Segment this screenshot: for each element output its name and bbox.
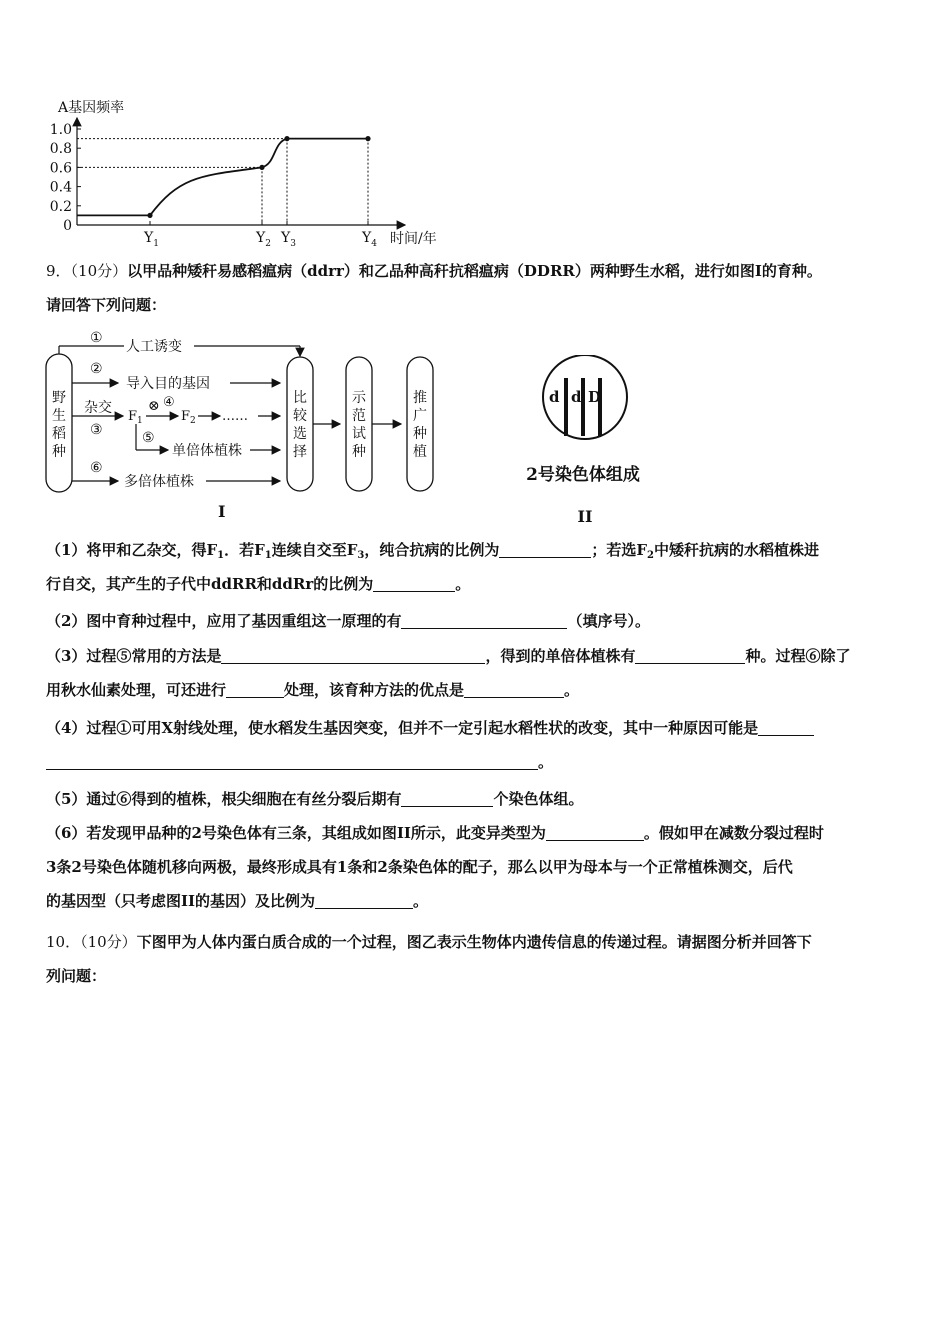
x-tick-label: $Y_1$ [144, 230, 159, 249]
y-tick-label: 0.4 [49, 179, 72, 196]
f2-label: $F_2$ [181, 409, 196, 426]
figure-2-caption: II [577, 507, 593, 526]
answer-blank[interactable] [221, 648, 485, 664]
figure-2-title: 2号染色体组成 [526, 465, 640, 485]
answer-blank[interactable] [758, 720, 814, 736]
wild-rice-label: 野生稻种 [52, 390, 66, 460]
circle-1: ① [90, 330, 103, 346]
y-tick-label: 0.8 [49, 141, 72, 158]
x-axis-label: 时间/年 [390, 231, 437, 247]
data-point [259, 165, 264, 170]
label-1: 人工诱变 [126, 339, 182, 355]
circle-4: ④ [163, 395, 175, 410]
q10-number: 10． [46, 933, 81, 951]
answer-blank[interactable] [546, 825, 644, 841]
circle-3: ③ [90, 422, 103, 438]
x-tick-label: $Y_3$ [281, 230, 296, 249]
q9-part-4: （4）过程①可用X射线处理，使水稻发生基因突变，但并不一定引起水稻性状的改变，其中一种原因可能是 。 [46, 711, 906, 779]
q9-stem [46, 254, 906, 322]
data-point [147, 213, 152, 218]
data-point [365, 136, 370, 141]
gene-frequency-chart [0, 90, 470, 250]
answer-blank[interactable] [401, 613, 567, 629]
y-tick-label: 0 [63, 218, 72, 234]
x-tick-label: $Y_2$ [256, 230, 271, 249]
circle-6: ⑥ [90, 460, 103, 476]
answer-blank[interactable] [401, 791, 493, 807]
promote-plant-label: 推广种植 [413, 390, 427, 460]
q10-stem-line2: 列问题： [46, 967, 107, 985]
circle-5: ⑤ [142, 430, 155, 446]
figure-1-caption: I [218, 502, 226, 521]
data-point [284, 136, 289, 141]
q9-part-2: （2）图中育种过程中，应用了基因重组这一原理的有 （填序号）。 [46, 612, 650, 630]
q9-stem-line1: 以甲品种矮秆易感稻瘟病（ddrr）和乙品种高秆抗稻瘟病（DDRR）两种野生水稻，进行如图I的育种。 [127, 262, 822, 280]
demo-trial-label: 示范试种 [352, 390, 366, 460]
y-tick-label: 0.2 [49, 198, 72, 215]
compare-select-label: 比较选择 [293, 390, 307, 460]
q10-score: （10分） [80, 933, 137, 951]
demo-trial-box [346, 357, 372, 491]
gene-2: d [571, 388, 582, 406]
answer-blank[interactable] [464, 682, 564, 698]
answer-blank[interactable] [226, 682, 284, 698]
answer-blank[interactable] [373, 576, 455, 592]
answer-blank[interactable] [499, 542, 591, 558]
answer-blank[interactable] [315, 893, 413, 909]
y-tick-label: 1.0 [49, 122, 72, 138]
q9-score: （10分） [70, 262, 128, 280]
q9-stem-line2: 请回答下列问题： [46, 296, 167, 314]
breeding-diagram-figure-1 [0, 325, 460, 525]
q9-part-3: （3）过程⑤常用的方法是 ，得到的单倍体植株有 种。过程⑥除了 用秋水仙素处理，可还进行 处理，该育种方法的优点是 。 [46, 647, 851, 699]
q10-stem [46, 925, 906, 993]
q9-number: 9． [46, 262, 71, 280]
selfing-symbol: ⊗ [148, 398, 160, 414]
q9-part-1: （1）将甲和乙杂交，得$F_1$．若$F_1$连续自交至$F_3$，纯合抗病的比例为 ；若选$F_2$中矮秆抗病的水稻植株进 行自交，其产生的子代中ddRR和ddRr的比例为 。 [46, 541, 819, 593]
q9-part-5: （5）通过⑥得到的植株，根尖细胞在有丝分裂后期有 个染色体组。 [46, 790, 584, 808]
y-axis-label: A基因频率 [58, 100, 125, 116]
label-3: 杂交 [84, 400, 112, 416]
y-tick-label: 0.6 [49, 160, 72, 177]
q10-stem-line1: 下图甲为人体内蛋白质合成的一个过程，图乙表示生物体内遗传信息的传递过程。请据图分析并回答下 [136, 933, 812, 951]
x-tick-label: $Y_4$ [362, 230, 377, 249]
dots: …… [222, 409, 248, 424]
label-5: 单倍体植株 [172, 443, 242, 459]
q9-part-6: （6）若发现甲品种的2号染色体有三条，其组成如图II所示，此变异类型为 。假如甲在减数分裂过程时 3条2号染色体随机移向两极，最终形成具有1条和2条染色体的配子，那么以甲为母本与一个正常植株测交，后代 的基因型（只考虑图II的基因）及比例为 。 [46, 824, 824, 910]
label-6: 多倍体植株 [124, 474, 194, 490]
frequency-curve [77, 139, 368, 216]
gene-1: d [549, 388, 560, 406]
gene-3: D [588, 388, 602, 406]
label-2: 导入目的基因 [126, 376, 210, 392]
chromosome-figure-2 [500, 355, 670, 530]
answer-blank[interactable] [635, 648, 745, 664]
promote-plant-box [407, 357, 433, 491]
f1-label: $F_1$ [128, 409, 143, 426]
compare-select-box [287, 357, 313, 491]
circle-2: ② [90, 361, 103, 377]
answer-blank[interactable] [46, 754, 538, 770]
